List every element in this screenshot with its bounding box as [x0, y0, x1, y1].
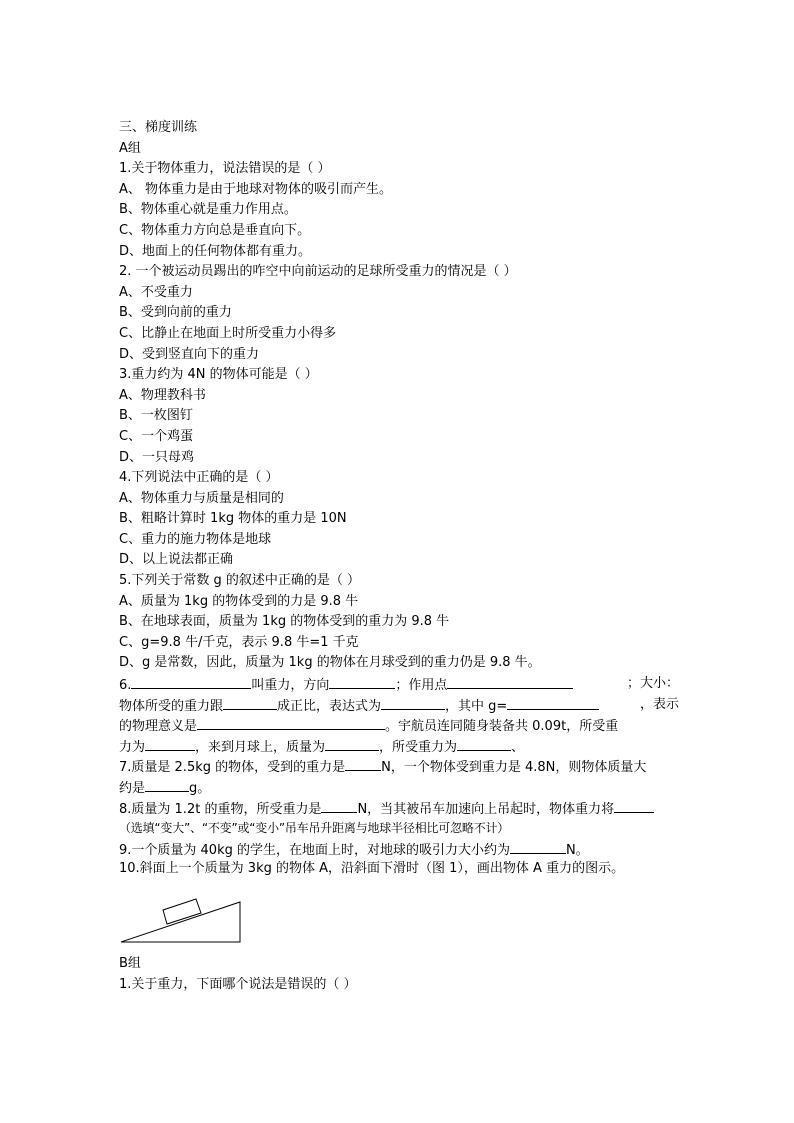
q2-stem: 2. 一个被运动员踢出的咋空中向前运动的足球所受重力的情况是（ ）	[119, 264, 517, 280]
q6-text: 叫重力，方向	[251, 678, 330, 694]
q5-option-a: A、质量为 1kg 的物体受到的力是 9.8 牛	[119, 593, 359, 609]
q6-text: 6.	[119, 678, 132, 694]
q6-text: 。宇航员连同随身装备共 0.09t，所受重	[385, 719, 619, 735]
q2-option-d: D、受到竖直向下的重力	[119, 346, 260, 362]
q6-text: ，其中 g=	[445, 698, 508, 714]
b-q1-stem: 1.关于重力，下面哪个说法是错误的（ ）	[119, 976, 357, 992]
group-b-heading: B组	[119, 955, 141, 971]
q9-line	[119, 839, 679, 860]
q6-text: 成正比，表达式为	[277, 698, 382, 714]
q7-line-1	[119, 756, 679, 777]
q7-text: N，一个物体受到重力是 4.8N，则物体质量大	[381, 760, 647, 776]
answer-blank	[131, 674, 251, 689]
answer-blank	[329, 674, 395, 689]
q3-option-c: C、一个鸡蛋	[119, 428, 194, 444]
q6-text: ，所受重力为	[379, 739, 458, 755]
worksheet-content	[119, 118, 679, 995]
block-a	[163, 899, 201, 924]
q2-option-a: A、不受重力	[119, 284, 193, 300]
q6-text: 物体所受的重力跟	[119, 698, 224, 714]
q6-text: ；作用点	[395, 678, 448, 694]
q1-option-c: C、物体重力方向总是垂直向下。	[119, 222, 311, 238]
q9-text: 9.一个质量为 40kg 的学生，在地面上时，对地球的吸引力大小约为	[119, 842, 510, 858]
q5-option-d: D、g 是常数，因此，质量为 1kg 的物体在月球受到的重力仍是 9.8 牛。	[119, 655, 541, 671]
q10-stem: 10.斜面上一个质量为 3kg 的物体 A，沿斜面下滑时（图 1），画出物体 A 重力的图示。	[119, 861, 625, 877]
q1-stem: 1.关于物体重力，说法错误的是（ ）	[119, 161, 331, 177]
q1-option-b: B、物体重心就是重力作用点。	[119, 202, 297, 218]
q5-stem: 5.下列关于常数 g 的叙述中正确的是（ ）	[119, 573, 361, 589]
answer-blank	[145, 777, 189, 792]
q6-text: 的物理意义是	[119, 719, 198, 735]
incline-figure	[119, 880, 679, 946]
q4-option-c: C、重力的施力物体是地球	[119, 531, 272, 547]
answer-blank	[457, 736, 511, 751]
q2-option-c: C、比静止在地面上时所受重力小得多	[119, 325, 337, 341]
answer-blank	[507, 695, 599, 710]
q7-text: 约是	[119, 781, 146, 796]
q6-line-3	[119, 715, 679, 736]
q7-line-2	[119, 777, 679, 798]
q4-option-a: A、物体重力与质量是相同的	[119, 490, 284, 506]
answer-blank	[145, 736, 195, 751]
answer-blank	[325, 736, 379, 751]
q6-text: ；大小：	[626, 676, 679, 692]
q6-text: ，表示	[639, 696, 679, 712]
q9-text: N。	[566, 842, 589, 858]
q3-option-a: A、物理教科书	[119, 387, 206, 403]
q5-option-b: B、在地球表面，质量为 1kg 的物体受到的重力为 9.8 牛	[119, 614, 450, 630]
q8-text: 8.质量为 1.2t 的重物，所受重力是	[119, 801, 322, 817]
q6-text: 、	[511, 739, 525, 755]
answer-blank	[447, 674, 573, 689]
q8-text: N，当其被吊车加速向上吊起时，物体重力将	[357, 801, 615, 817]
q5-option-c: C、g=9.8 牛/千克，表示 9.8 牛=1 千克	[119, 634, 359, 650]
q3-stem: 3.重力约为 4N 的物体可能是（ ）	[119, 367, 318, 383]
q3-option-d: D、一只母鸡	[119, 449, 195, 465]
q1-option-d: D、地面上的任何物体都有重力。	[119, 243, 312, 259]
q6-line-4	[119, 736, 679, 757]
q4-stem: 4.下列说法中正确的是（ ）	[119, 470, 279, 486]
q8-line-2: （选填“变大”、“不变”或“变小”吊车吊升距离与地球半径相比可忽略不计）	[119, 821, 510, 836]
q7-text: 7.质量是 2.5kg 的物体，受到的重力是	[119, 760, 346, 776]
answer-blank	[381, 695, 445, 710]
q3-option-b: B、一枚图钉	[119, 408, 193, 424]
q4-option-b: B、粗略计算时 1kg 物体的重力是 10N	[119, 511, 347, 527]
answer-blank	[614, 798, 654, 813]
answer-blank	[321, 798, 357, 813]
group-a-heading: A组	[119, 140, 141, 156]
q6-text: ，来到月球上，质量为	[195, 739, 326, 755]
answer-blank	[223, 695, 277, 710]
section-heading: 三、梯度训练	[119, 120, 198, 135]
q6-text: 力为	[119, 739, 146, 755]
q4-option-d: D、以上说法都正确	[119, 552, 234, 568]
q8-line-1	[119, 798, 679, 819]
answer-blank	[345, 756, 381, 771]
q2-option-b: B、受到向前的重力	[119, 305, 232, 321]
q7-text: g。	[189, 781, 211, 796]
answer-blank	[510, 839, 566, 854]
q1-option-a: A、 物体重力是由于地球对物体的吸引而产生。	[119, 181, 393, 197]
answer-blank	[197, 715, 385, 730]
q6-line-1	[119, 674, 679, 695]
incline-diagram	[119, 880, 259, 946]
q6-line-2	[119, 695, 679, 716]
